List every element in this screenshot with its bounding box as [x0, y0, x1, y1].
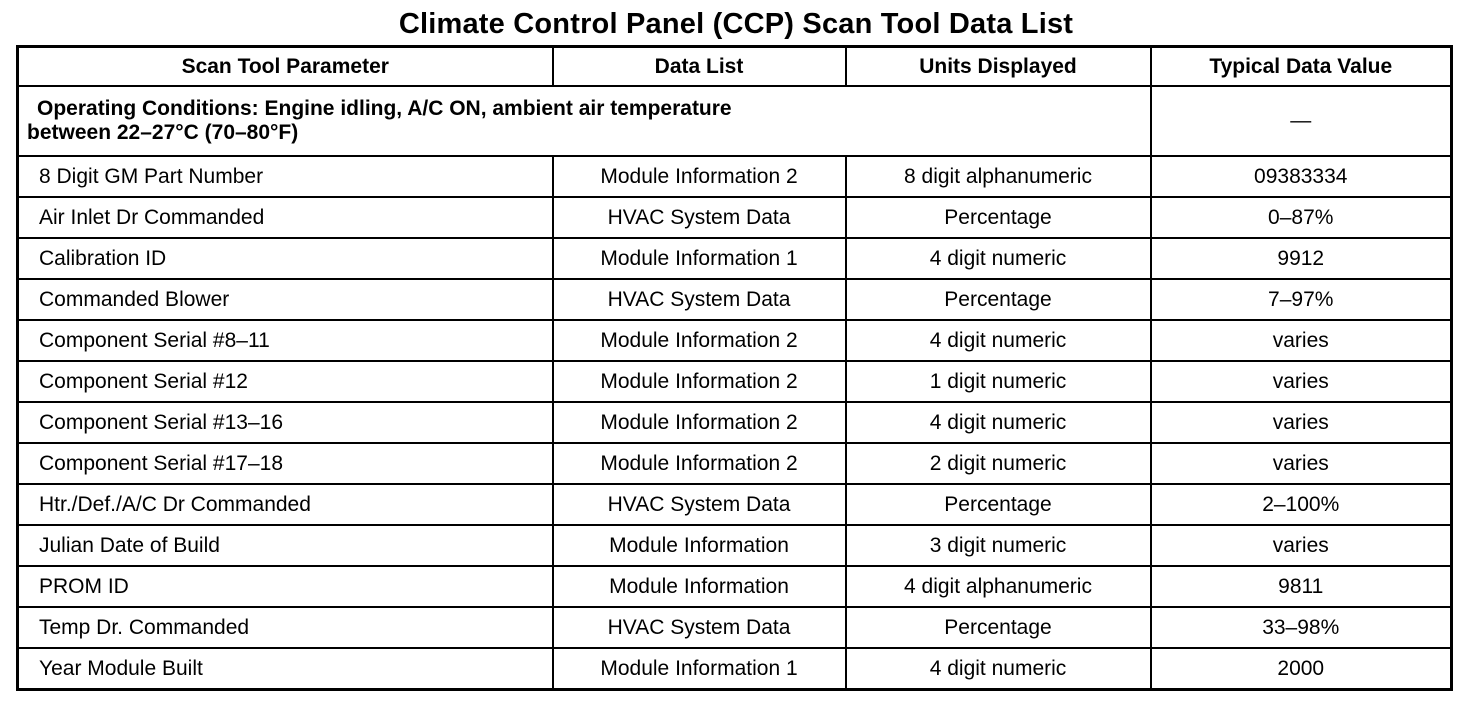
cell-units-displayed: 2 digit numeric — [846, 443, 1151, 484]
table-row — [18, 443, 1452, 484]
table-row — [18, 156, 1452, 197]
cell-scan-tool-parameter: Component Serial #8–11 — [18, 320, 553, 361]
operating-conditions-line-2: between 22–27°C (70–80°F) — [27, 121, 299, 144]
cell-scan-tool-parameter: Julian Date of Build — [18, 525, 553, 566]
operating-conditions-text — [18, 86, 1151, 156]
cell-scan-tool-parameter: Component Serial #13–16 — [18, 402, 553, 443]
table-row — [18, 648, 1452, 690]
cell-typical-data-value: 9912 — [1151, 238, 1452, 279]
cell-typical-data-value: varies — [1151, 443, 1452, 484]
cell-scan-tool-parameter: Year Module Built — [18, 648, 553, 690]
scan-tool-data-table — [16, 45, 1453, 691]
header-units-displayed: Units Displayed — [846, 47, 1151, 87]
cell-scan-tool-parameter: Htr./Def./A/C Dr Commanded — [18, 484, 553, 525]
cell-typical-data-value: 2000 — [1151, 648, 1452, 690]
page-title: Climate Control Panel (CCP) Scan Tool Data List — [398, 8, 1074, 40]
cell-data-list: Module Information 2 — [553, 402, 846, 443]
cell-scan-tool-parameter: Component Serial #12 — [18, 361, 553, 402]
cell-typical-data-value: varies — [1151, 361, 1452, 402]
table-row — [18, 525, 1452, 566]
table-row — [18, 197, 1452, 238]
cell-units-displayed: Percentage — [846, 279, 1151, 320]
cell-units-displayed: 8 digit alphanumeric — [846, 156, 1151, 197]
cell-scan-tool-parameter: PROM ID — [18, 566, 553, 607]
cell-units-displayed: Percentage — [846, 197, 1151, 238]
cell-data-list: Module Information 2 — [553, 361, 846, 402]
header-typical-data-value: Typical Data Value — [1151, 47, 1452, 87]
operating-conditions-line-1: Operating Conditions: Engine idling, A/C ON, ambient air temperature — [37, 97, 732, 120]
cell-typical-data-value: varies — [1151, 402, 1452, 443]
cell-data-list: Module Information — [553, 525, 846, 566]
table-row — [18, 484, 1452, 525]
table-row — [18, 402, 1452, 443]
cell-units-displayed: 4 digit numeric — [846, 402, 1151, 443]
cell-units-displayed: 4 digit numeric — [846, 648, 1151, 690]
cell-units-displayed: 4 digit alphanumeric — [846, 566, 1151, 607]
cell-scan-tool-parameter: 8 Digit GM Part Number — [18, 156, 553, 197]
cell-data-list: HVAC System Data — [553, 279, 846, 320]
cell-data-list: HVAC System Data — [553, 607, 846, 648]
cell-typical-data-value: 2–100% — [1151, 484, 1452, 525]
table-row — [18, 238, 1452, 279]
table-row — [18, 279, 1452, 320]
table-row — [18, 320, 1452, 361]
table-row — [18, 566, 1452, 607]
cell-typical-data-value: 9811 — [1151, 566, 1452, 607]
operating-conditions-row — [18, 86, 1452, 156]
cell-typical-data-value: 09383334 — [1151, 156, 1452, 197]
cell-scan-tool-parameter: Calibration ID — [18, 238, 553, 279]
cell-typical-data-value: 33–98% — [1151, 607, 1452, 648]
cell-data-list: HVAC System Data — [553, 484, 846, 525]
cell-units-displayed: 3 digit numeric — [846, 525, 1151, 566]
cell-typical-data-value: 7–97% — [1151, 279, 1452, 320]
header-scan-tool-parameter: Scan Tool Parameter — [18, 47, 553, 87]
cell-scan-tool-parameter: Component Serial #17–18 — [18, 443, 553, 484]
cell-units-displayed: 1 digit numeric — [846, 361, 1151, 402]
cell-scan-tool-parameter: Commanded Blower — [18, 279, 553, 320]
cell-units-displayed: Percentage — [846, 484, 1151, 525]
cell-units-displayed: 4 digit numeric — [846, 238, 1151, 279]
data-rows — [18, 156, 1452, 690]
cell-units-displayed: 4 digit numeric — [846, 320, 1151, 361]
table-row — [18, 361, 1452, 402]
cell-scan-tool-parameter: Air Inlet Dr Commanded — [18, 197, 553, 238]
cell-scan-tool-parameter: Temp Dr. Commanded — [18, 607, 553, 648]
header-data-list: Data List — [553, 47, 846, 87]
cell-typical-data-value: 0–87% — [1151, 197, 1452, 238]
cell-typical-data-value: varies — [1151, 320, 1452, 361]
table-header-row — [18, 47, 1452, 87]
cell-typical-data-value: varies — [1151, 525, 1452, 566]
operating-conditions-value: — — [1151, 86, 1452, 156]
cell-data-list: Module Information 1 — [553, 238, 846, 279]
cell-data-list: Module Information 2 — [553, 156, 846, 197]
cell-data-list: Module Information 2 — [553, 320, 846, 361]
cell-data-list: Module Information 1 — [553, 648, 846, 690]
cell-data-list: Module Information — [553, 566, 846, 607]
cell-units-displayed: Percentage — [846, 607, 1151, 648]
cell-data-list: Module Information 2 — [553, 443, 846, 484]
table-row — [18, 607, 1452, 648]
cell-data-list: HVAC System Data — [553, 197, 846, 238]
